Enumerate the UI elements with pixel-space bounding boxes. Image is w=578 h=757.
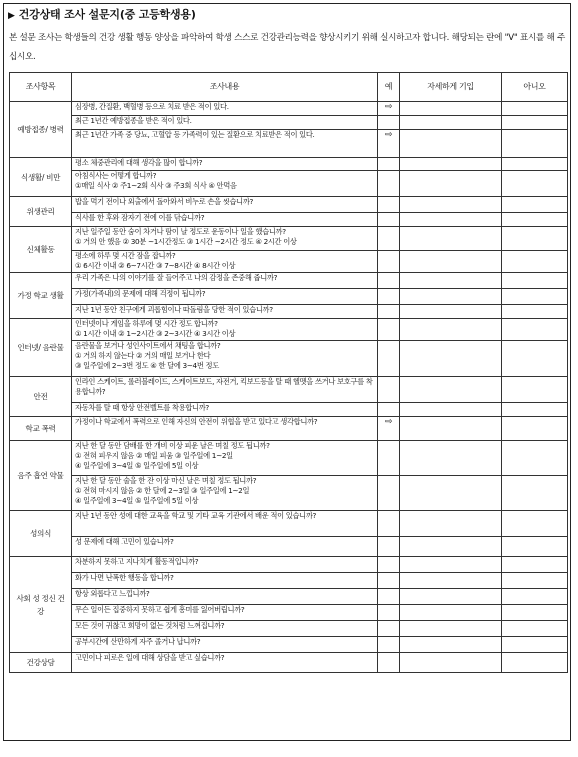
category-label: 사회 성 정신 건강	[16, 593, 65, 616]
category-label: 가정 학교 생활	[17, 291, 64, 300]
survey-table	[9, 72, 568, 673]
detail-input-cell[interactable]	[400, 589, 502, 605]
category-cell	[10, 319, 72, 377]
question-cell	[72, 417, 378, 441]
yes-checkbox-cell[interactable]	[378, 511, 400, 537]
table-row	[10, 227, 568, 251]
question-cell	[72, 251, 378, 273]
question-cell	[72, 341, 378, 377]
document-title	[8, 6, 196, 22]
category-label: 음주 흡연 약물	[17, 471, 64, 480]
question-text: 모든 것이 귀찮고 희망이 없는 것처럼 느껴집니까?	[75, 621, 225, 630]
table-row	[10, 197, 568, 213]
question-text: 지난 1년 동안 친구에게 괴롭힘이나 따돌림을 당한 적이 있습니까?	[75, 305, 273, 314]
category-label: 건강상담	[26, 658, 55, 667]
table-row	[10, 130, 568, 158]
yes-checkbox-cell[interactable]	[378, 251, 400, 273]
detail-input-cell[interactable]	[400, 341, 502, 377]
table-row	[10, 158, 568, 171]
no-checkbox-cell[interactable]	[502, 605, 568, 621]
answer-options: ③ 일주일에 2~3번 정도 ④ 한 달에 3~4번 정도	[75, 361, 219, 371]
question-cell	[72, 637, 378, 653]
detail-input-cell[interactable]	[400, 102, 502, 116]
yes-checkbox-cell[interactable]	[378, 213, 400, 227]
table-row	[10, 116, 568, 130]
no-checkbox-cell[interactable]	[502, 273, 568, 289]
header-no: 아니오	[502, 73, 568, 102]
yes-checkbox-cell[interactable]	[378, 227, 400, 251]
answer-options: ① 전혀 마시지 않음 ② 한 달에 2~3일 ③ 일주일에 1~2일	[75, 486, 250, 496]
category-cell	[10, 377, 72, 417]
no-checkbox-cell[interactable]	[502, 251, 568, 273]
header-content: 조사내용	[72, 73, 378, 102]
detail-input-cell[interactable]	[400, 605, 502, 621]
question-cell	[72, 403, 378, 417]
detail-input-cell[interactable]	[400, 251, 502, 273]
question-cell	[72, 589, 378, 605]
detail-input-cell[interactable]	[400, 319, 502, 341]
category-label: 인터넷/ 음란물	[17, 343, 64, 352]
detail-input-cell[interactable]	[400, 158, 502, 171]
yes-checkbox-cell[interactable]	[378, 305, 400, 319]
no-checkbox-cell[interactable]	[502, 305, 568, 319]
no-checkbox-cell[interactable]	[502, 403, 568, 417]
category-cell	[10, 158, 72, 197]
question-text: 평소에 하루 몇 시간 잠을 잡니까?	[75, 251, 176, 260]
question-text: 성 문제에 대해 고민이 있습니까?	[75, 537, 174, 546]
detail-input-cell[interactable]	[400, 653, 502, 673]
yes-checkbox-cell[interactable]	[378, 273, 400, 289]
survey-body	[10, 102, 568, 673]
question-cell	[72, 476, 378, 511]
yes-checkbox-cell[interactable]	[378, 605, 400, 621]
detail-input-cell[interactable]	[400, 305, 502, 319]
question-cell	[72, 319, 378, 341]
table-row	[10, 511, 568, 537]
answer-options: ① 거의 하지 않는다 ② 거의 매일 보거나 한다	[75, 351, 211, 361]
table-row	[10, 305, 568, 319]
yes-checkbox-cell[interactable]	[378, 289, 400, 305]
table-row	[10, 589, 568, 605]
table-row	[10, 251, 568, 273]
detail-input-cell[interactable]	[400, 403, 502, 417]
question-text: 가정(가족내)의 문제에 대해 걱정이 됩니까?	[75, 289, 206, 298]
no-checkbox-cell[interactable]	[502, 621, 568, 637]
category-label: 안전	[33, 392, 48, 401]
answer-options: ①매일 식사 ② 주1~2회 식사 ③ 주3회 식사 ④ 안먹음	[75, 181, 237, 191]
question-text: 지난 한 달 동안 술을 한 잔 이상 마신 날은 며칠 정도 됩니까?	[75, 476, 257, 485]
question-text: 음란물을 보거나 성인사이트에서 채팅을 합니까?	[75, 341, 221, 350]
category-label: 위생관리	[26, 207, 55, 216]
no-checkbox-cell[interactable]	[502, 102, 568, 116]
yes-checkbox-cell[interactable]	[378, 341, 400, 377]
category-cell	[10, 197, 72, 227]
question-cell	[72, 377, 378, 403]
question-text: 지난 한 달 동안 담배를 한 개비 이상 피운 날은 며칠 정도 됩니까?	[75, 441, 270, 450]
question-text: 지난 일주일 동안 숨이 차거나 땀이 날 정도로 운동이나 일을 했습니까?	[75, 227, 286, 236]
question-text: 아침식사는 어떻게 합니까?	[75, 171, 157, 180]
yes-checkbox-cell[interactable]	[378, 653, 400, 673]
question-cell	[72, 158, 378, 171]
no-checkbox-cell[interactable]	[502, 417, 568, 441]
no-checkbox-cell[interactable]	[502, 116, 568, 130]
no-checkbox-cell[interactable]	[502, 377, 568, 403]
yes-checkbox-cell[interactable]	[378, 403, 400, 417]
table-row	[10, 417, 568, 441]
title-text: 건강상태 조사 설문지(중 고등학생용)	[18, 8, 196, 21]
table-row	[10, 537, 568, 557]
no-checkbox-cell[interactable]	[502, 197, 568, 213]
no-checkbox-cell[interactable]	[502, 158, 568, 171]
question-text: 항상 외롭다고 느낍니까?	[75, 589, 150, 598]
question-text: 지난 1년 동안 성에 대한 교육을 학교 및 기타 교육 기관에서 배운 적이 있습니까?	[75, 511, 317, 520]
question-text: 무슨 일이든 집중하지 못하고 쉽게 흥미를 잃어버립니까?	[75, 605, 245, 614]
question-cell	[72, 227, 378, 251]
table-row	[10, 341, 568, 377]
yes-checkbox-cell[interactable]	[378, 171, 400, 197]
triangle-right-icon: ▶	[8, 11, 15, 21]
no-checkbox-cell[interactable]	[502, 171, 568, 197]
detail-input-cell[interactable]	[400, 273, 502, 289]
question-cell	[72, 116, 378, 130]
yes-checkbox-cell[interactable]	[378, 573, 400, 589]
answer-options: ① 거의 안 했음 ② 30분 ~1시간정도 ③ 1시간 ~2시간 정도 ④ 2시간 이상	[75, 237, 297, 247]
category-label: 학교 폭력	[25, 424, 56, 433]
detail-input-cell[interactable]	[400, 441, 502, 476]
category-label: 식생활/ 비만	[20, 172, 61, 182]
question-text: 최근 1년간 예방접종을 받은 적이 있다.	[75, 116, 192, 125]
detail-input-cell[interactable]	[400, 213, 502, 227]
no-checkbox-cell[interactable]	[502, 653, 568, 673]
yes-checkbox-cell[interactable]	[378, 158, 400, 171]
header-detail: 자세하게 기입	[400, 73, 502, 102]
yes-checkbox-cell[interactable]	[378, 476, 400, 511]
detail-input-cell[interactable]	[400, 417, 502, 441]
no-checkbox-cell[interactable]	[502, 589, 568, 605]
question-text: 화가 나면 난폭한 행동을 합니까?	[75, 573, 174, 582]
question-cell	[72, 621, 378, 637]
no-checkbox-cell[interactable]	[502, 227, 568, 251]
yes-checkbox-cell[interactable]	[378, 116, 400, 130]
table-row	[10, 213, 568, 227]
table-row	[10, 171, 568, 197]
detail-input-cell[interactable]	[400, 621, 502, 637]
detail-input-cell[interactable]	[400, 476, 502, 511]
question-cell	[72, 605, 378, 621]
detail-input-cell[interactable]	[400, 637, 502, 653]
category-cell	[10, 417, 72, 441]
yes-checkbox-cell[interactable]	[378, 441, 400, 476]
arrow-right-icon: ⇨	[384, 417, 393, 427]
no-checkbox-cell[interactable]	[502, 511, 568, 537]
question-text: 우리 가족은 나의 이야기를 잘 들어주고 나의 감정을 존중해 줍니까?	[75, 273, 278, 282]
yes-checkbox-cell[interactable]	[378, 197, 400, 213]
question-cell	[72, 273, 378, 289]
answer-options: ① 6시간 이내 ② 6~7시간 ③ 7~8시간 ④ 8시간 이상	[75, 261, 236, 271]
category-cell	[10, 273, 72, 319]
no-checkbox-cell[interactable]	[502, 289, 568, 305]
header-yes: 예	[378, 73, 400, 102]
question-cell	[72, 573, 378, 589]
table-row	[10, 573, 568, 589]
yes-checkbox-cell[interactable]	[378, 557, 400, 573]
question-cell	[72, 557, 378, 573]
no-checkbox-cell[interactable]	[502, 130, 568, 158]
detail-input-cell[interactable]	[400, 171, 502, 197]
yes-checkbox-cell[interactable]	[378, 319, 400, 341]
question-cell	[72, 289, 378, 305]
detail-input-cell[interactable]	[400, 573, 502, 589]
table-row	[10, 289, 568, 305]
detail-input-cell[interactable]	[400, 227, 502, 251]
yes-checkbox-cell[interactable]	[378, 621, 400, 637]
yes-checkbox-cell[interactable]	[378, 102, 400, 116]
detail-input-cell[interactable]	[400, 511, 502, 537]
arrow-right-icon: ⇨	[384, 102, 393, 112]
intro-paragraph: 본 설문 조사는 학생들의 건강 생활 행동 양상을 파악하여 학생 스스로 건강관리능력을 향상시키기 위해 실시하고자 합니다. 해당되는 란에 "V" 표시를 해 주십시오.	[9, 33, 565, 62]
question-text: 자동차를 탈 때 항상 안전벨트를 착용합니까?	[75, 403, 209, 412]
category-label: 예방접종/ 병력	[17, 125, 64, 134]
yes-checkbox-cell[interactable]	[378, 537, 400, 557]
question-cell	[72, 171, 378, 197]
question-cell	[72, 441, 378, 476]
table-row	[10, 102, 568, 116]
question-text: 인라인 스케이트, 롤러블레이드, 스케이트보드, 자전거, 킥보드등을 탈 때 헬멧을 쓰거나 보호구를 착용합니까?	[75, 377, 373, 397]
category-cell	[10, 227, 72, 273]
no-checkbox-cell[interactable]	[502, 441, 568, 476]
yes-checkbox-cell[interactable]	[378, 417, 400, 441]
answer-options: ④ 일주일에 3~4일 ⑤ 일주일에 5일 이상	[75, 461, 199, 471]
question-text: 인터넷이나 게임을 하루에 몇 시간 정도 합니까?	[75, 319, 218, 328]
table-header-row	[10, 73, 568, 102]
detail-input-cell[interactable]	[400, 116, 502, 130]
question-text: 고민이나 피로은 일에 대해 상담을 받고 싶습니까?	[75, 653, 225, 662]
category-cell	[10, 557, 72, 653]
question-text: 평소 체중관리에 대해 생각을 많이 합니까?	[75, 158, 203, 167]
table-row	[10, 621, 568, 637]
category-label: 신체활동	[26, 245, 55, 254]
no-checkbox-cell[interactable]	[502, 476, 568, 511]
yes-checkbox-cell[interactable]	[378, 130, 400, 158]
question-cell	[72, 511, 378, 537]
detail-input-cell[interactable]	[400, 557, 502, 573]
table-row	[10, 377, 568, 403]
no-checkbox-cell[interactable]	[502, 319, 568, 341]
question-cell	[72, 130, 378, 158]
question-text: 가정이나 학교에서 폭력으로 인해 자신의 안전이 위협을 받고 있다고 생각합니까?	[75, 417, 318, 426]
detail-input-cell[interactable]	[400, 289, 502, 305]
question-cell	[72, 305, 378, 319]
no-checkbox-cell[interactable]	[502, 213, 568, 227]
question-text: 식사를 한 후와 잠자기 전에 이를 닦습니까?	[75, 213, 205, 222]
no-checkbox-cell[interactable]	[502, 573, 568, 589]
question-cell	[72, 197, 378, 213]
table-row	[10, 653, 568, 673]
yes-checkbox-cell[interactable]	[378, 377, 400, 403]
no-checkbox-cell[interactable]	[502, 341, 568, 377]
answer-options: ① 전혀 피우지 않음 ② 매일 피움 ③ 일주일에 1~2일	[75, 451, 233, 461]
question-text: 공부시간에 산만하게 자주 졸거나 납니까?	[75, 637, 201, 646]
question-text: 최근 1년간 가족 중 당뇨, 고혈압 등 가족력이 있는 질환으로 치료받은 적이 있다.	[75, 130, 315, 139]
table-row	[10, 319, 568, 341]
header-category: 조사항목	[10, 73, 72, 102]
table-row	[10, 403, 568, 417]
no-checkbox-cell[interactable]	[502, 637, 568, 653]
yes-checkbox-cell[interactable]	[378, 637, 400, 653]
yes-checkbox-cell[interactable]	[378, 589, 400, 605]
detail-input-cell[interactable]	[400, 197, 502, 213]
question-text: 차분하지 못하고 지나치게 활동적입니까?	[75, 557, 199, 566]
category-cell	[10, 511, 72, 557]
question-text: 심장병, 간질환, 백혈병 등으로 치료 받은 적이 있다.	[75, 102, 229, 111]
category-cell	[10, 653, 72, 673]
question-cell	[72, 653, 378, 673]
question-cell	[72, 213, 378, 227]
table-row	[10, 637, 568, 653]
detail-input-cell[interactable]	[400, 537, 502, 557]
answer-options: ④ 일주일에 3~4일 ⑤ 일주일에 5일 이상	[75, 496, 199, 506]
answer-options: ① 1시간 이내 ② 1~2시간 ③ 2~3시간 ④ 3시간 이상	[75, 329, 236, 339]
detail-input-cell[interactable]	[400, 130, 502, 158]
table-row	[10, 605, 568, 621]
detail-input-cell[interactable]	[400, 377, 502, 403]
category-label: 성의식	[30, 529, 51, 538]
question-text: 밥을 먹기 전이나 외출에서 돌아와서 비누로 손을 씻습니까?	[75, 197, 254, 206]
arrow-right-icon: ⇨	[384, 130, 393, 140]
no-checkbox-cell[interactable]	[502, 537, 568, 557]
category-cell	[10, 102, 72, 158]
table-row	[10, 273, 568, 289]
table-row	[10, 441, 568, 476]
question-cell	[72, 537, 378, 557]
table-row	[10, 557, 568, 573]
category-cell	[10, 441, 72, 511]
table-row	[10, 476, 568, 511]
question-cell	[72, 102, 378, 116]
no-checkbox-cell[interactable]	[502, 557, 568, 573]
